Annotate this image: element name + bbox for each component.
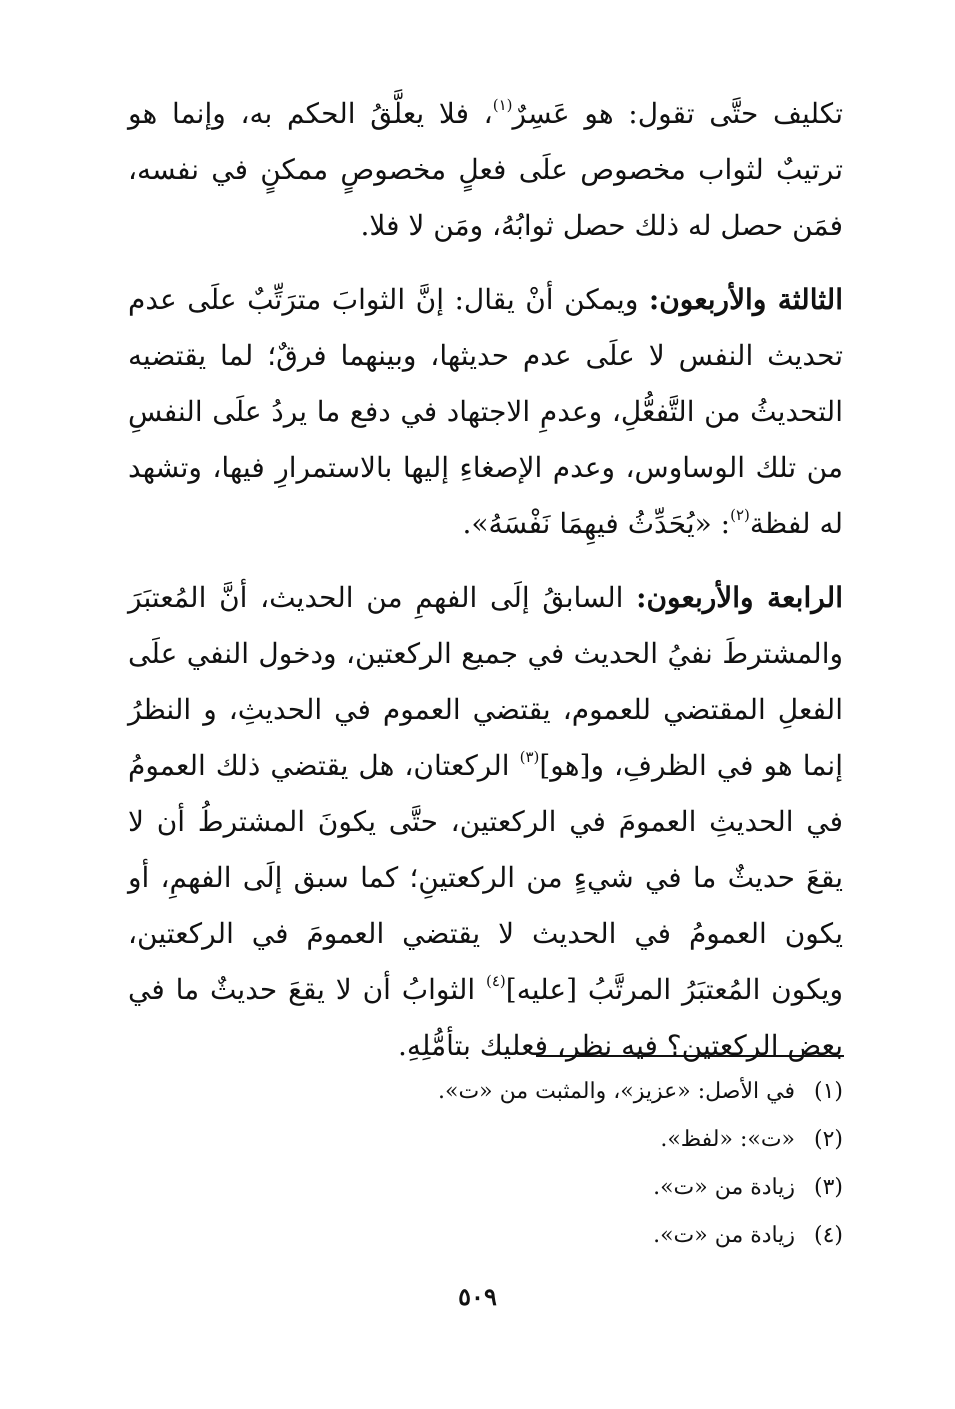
paragraph-text: ويمكن أنْ يقال: إنَّ الثوابَ مترَتِّبٌ علَى عدم تحديث النفس لا علَى عدم حديثها، وبينهما فرقٌ؛ لما يقتضيه التحديثُ من التَّفعُّلِ، وعدمِ الاجتهاد في دفع ما يردُ علَى النفسِ من تلك الوساوس، وعدم الإصغاءِ إليها بالاستمرارِ فيها، وتشهد له لفظة <box>128 283 843 540</box>
footnote-item <box>300 1212 843 1260</box>
footnote-item <box>300 1116 843 1164</box>
paragraph-3 <box>128 570 843 1074</box>
paragraph-text: : «يُحَدِّثُ فيهِمَا نَفْسَهُ». <box>462 507 731 540</box>
footnotes <box>300 1068 843 1260</box>
footnote-divider <box>536 1055 844 1057</box>
footnote-marker-1[interactable]: (١) <box>492 96 513 114</box>
footnote-number: (٢) <box>813 1127 843 1152</box>
footnote-text: زيادة من «ت». <box>653 1175 795 1200</box>
main-text <box>128 86 843 1092</box>
footnote-marker-2[interactable]: (٢) <box>730 506 750 524</box>
footnote-marker-4[interactable]: (٤) <box>486 972 506 990</box>
paragraph-heading: الرابعة والأربعون: <box>636 581 843 614</box>
paragraph-text: السابقُ إلَى الفهمِ من الحديث، أنَّ المُعتبَرَ والمشترطَ نفيُ الحديث في جميع الركعتين، ودخول النفي علَى الفعلِ المقتضي للعموم، يقتضي العموم في الحديثِ، و النظرُ إنما هو في الظرفِ، و[هو] <box>128 581 843 782</box>
paragraph-text: الركعتان، هل يقتضي ذلك العمومُ في الحديثِ العمومَ في الركعتين، حتَّى يكونَ المشترطُ أن لا يقعَ حديثٌ ما في شيءٍ من الركعتينِ؛ كما سبق إلَى الفهمِ، أو يكون العمومُ في الحديث لا يقتضي العمومَ في الركعتين، ويكون المُعتبَرُ المرتَّبُ [عليه] <box>128 749 843 1006</box>
footnote-number: (٣) <box>813 1175 843 1200</box>
footnote-item <box>300 1068 843 1116</box>
footnote-marker-3[interactable]: (٣) <box>519 748 540 766</box>
footnote-text: في الأصل: «عزيز»، والمثبت من «ت». <box>438 1079 795 1104</box>
paragraph-text: الثوابُ أن لا يقعَ حديثٌ ما في بعض الركعتين؟ فيه نظر، فعليك بتأمُّلِهِ. <box>128 973 843 1062</box>
paragraph-text: ، فلا يعلَّقُ الحكم به، وإنما هو ترتيبٌ لثواب مخصوص علَى فعلٍ مخصوصٍ ممكنٍ في نفسه، فمَن حصل له ذلك حصل ثوابُهُ، ومَن لا فلا. <box>128 97 843 242</box>
footnote-text: «ت»: «لفظ». <box>660 1127 795 1152</box>
footnote-text: زيادة من «ت». <box>653 1223 795 1248</box>
footnote-number: (١) <box>813 1079 843 1104</box>
page-number: ٥٠٩ <box>458 1282 497 1311</box>
footnote-number: (٤) <box>813 1223 843 1248</box>
paragraph-2 <box>128 272 843 552</box>
footnote-item <box>300 1164 843 1212</box>
paragraph-heading: الثالثة والأربعون: <box>648 283 843 316</box>
paragraph-text: تكليف حتَّى تقول: هو عَسِرٌ <box>512 97 843 130</box>
paragraph-1 <box>128 86 843 254</box>
